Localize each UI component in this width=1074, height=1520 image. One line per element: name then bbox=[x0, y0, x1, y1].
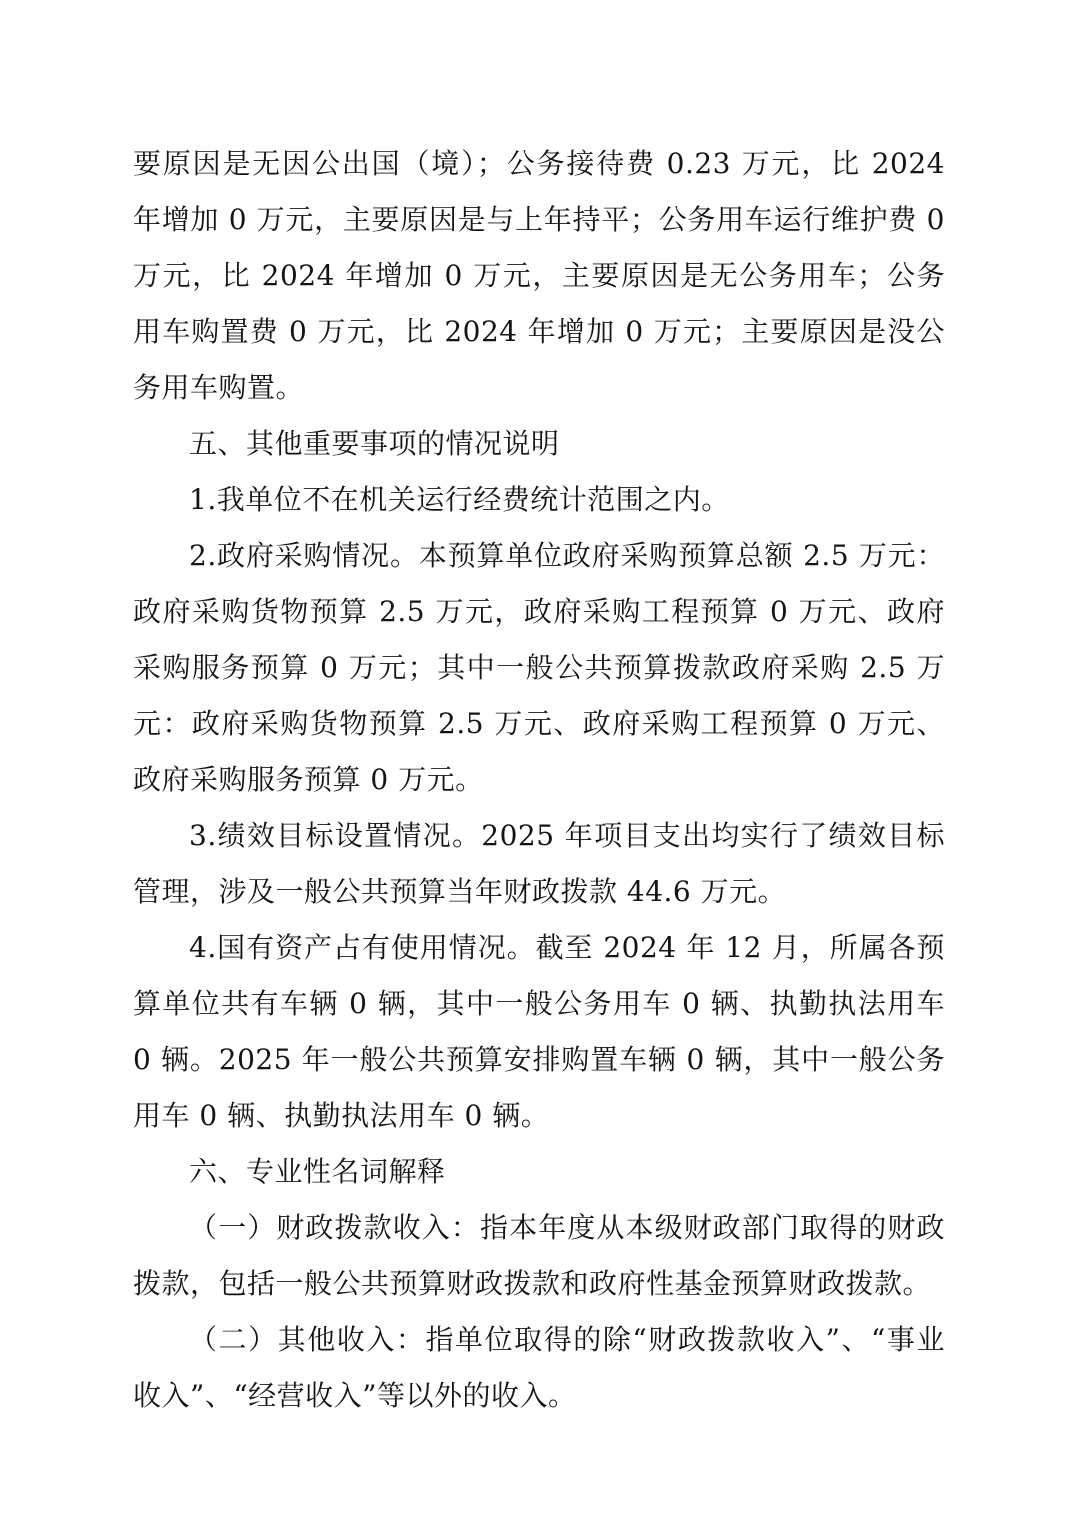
document-body bbox=[133, 136, 945, 1424]
section-heading-terminology: 六、专业性名词解释 bbox=[189, 1155, 446, 1188]
section-heading-other-matters: 五、其他重要事项的情况说明 bbox=[189, 427, 560, 460]
paragraph-public-expenses-continued: 要原因是无因公出国（境）；公务接待费 0.23 万元，比 2024 年增加 0 万元，主要原因是与上年持平；公务用车运行维护费 0 万元，比 2024 年增加 0 万元，主要原因是无公务用车；公务用车购置费 0 万元，比 2024 年增加 0 万元；主要原因是没公务用车购置。 bbox=[133, 147, 945, 404]
paragraph-other-income: （二）其他收入：指单位取得的除“财政拨款收入”、“事业收入”、“经营收入”等以外的收入。 bbox=[133, 1323, 945, 1412]
paragraph-performance-targets: 3.绩效目标设置情况。2025 年项目支出均实行了绩效目标管理，涉及一般公共预算当年财政拨款 44.6 万元。 bbox=[133, 819, 945, 908]
paragraph-fiscal-appropriation-income: （一）财政拨款收入：指本年度从本级财政部门取得的财政拨款，包括一般公共预算财政拨款和政府性基金预算财政拨款。 bbox=[133, 1211, 945, 1300]
paragraph-operating-expenses: 1.我单位不在机关运行经费统计范围之内。 bbox=[189, 483, 730, 516]
paragraph-government-procurement: 2.政府采购情况。本预算单位政府采购预算总额 2.5 万元：政府采购货物预算 2.5 万元，政府采购工程预算 0 万元、政府采购服务预算 0 万元；其中一般公共预算拨款政府采购 2.5 万元：政府采购货物预算 2.5 万元、政府采购工程预算 0 万元、政府采购服务预算 0 万元。 bbox=[133, 539, 945, 796]
paragraph-state-assets: 4.国有资产占有使用情况。截至 2024 年 12 月，所属各预算单位共有车辆 0 辆，其中一般公务用车 0 辆、执勤执法用车 0 辆。2025 年一般公共预算安排购置车辆 0 辆，其中一般公务用车 0 辆、执勤执法用车 0 辆。 bbox=[133, 931, 945, 1132]
